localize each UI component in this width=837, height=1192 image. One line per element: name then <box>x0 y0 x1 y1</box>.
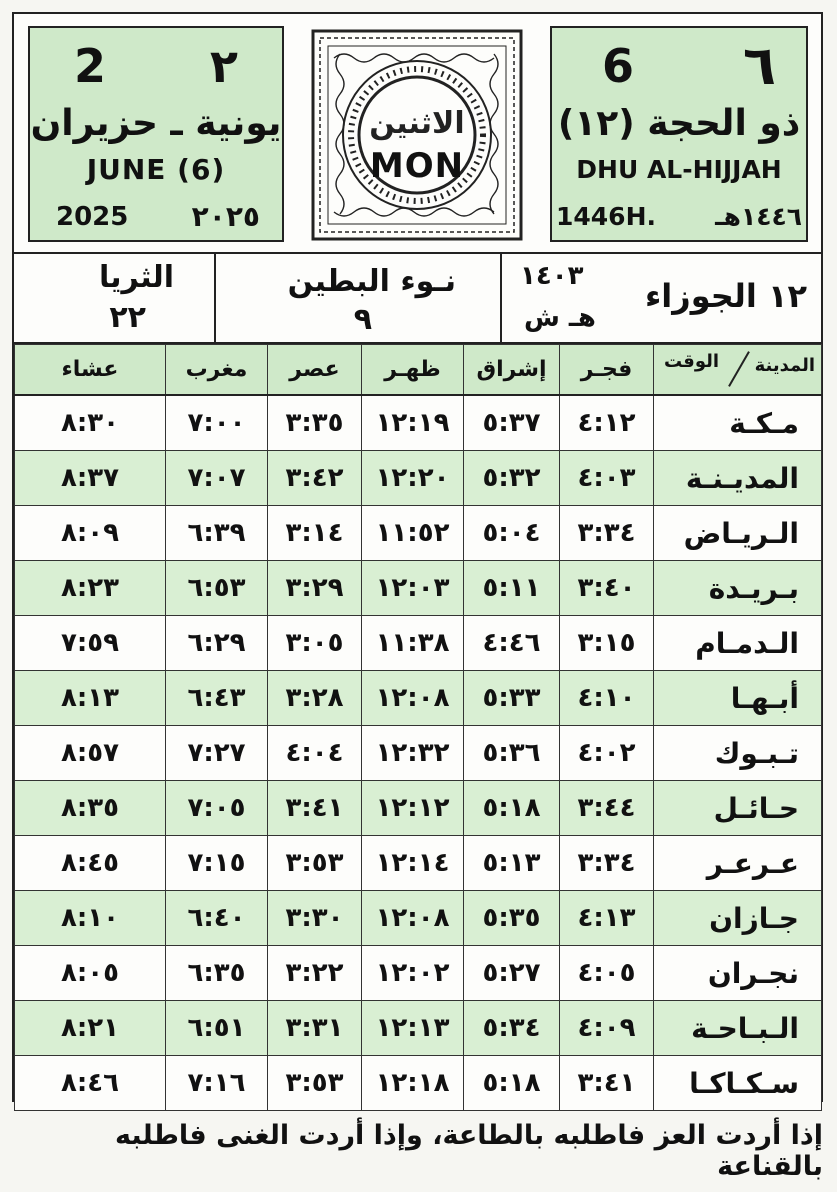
solar-year-suffix: هـ ش <box>524 303 596 333</box>
column-header-maghrib: مغرب <box>166 345 268 396</box>
table-row <box>15 395 822 451</box>
prayer-time-cell: ١٢:١٢ <box>362 781 464 836</box>
prayer-time-cell: ١١:٣٨ <box>362 616 464 671</box>
city-name: جـازان <box>654 891 822 946</box>
prayer-time-cell: ١٢:٢٠ <box>362 451 464 506</box>
table-header-row <box>15 345 822 396</box>
prayer-time-cell: ٨:٠٩ <box>15 506 166 561</box>
prayer-time-cell: ١٢:١٩ <box>362 395 464 451</box>
prayer-time-cell: ٣:٢٢ <box>268 946 362 1001</box>
prayer-time-cell: ٦:٤٣ <box>166 671 268 726</box>
prayer-time-cell: ٤:٤٦ <box>464 616 560 671</box>
column-header-fajr: فجـر <box>560 345 654 396</box>
prayer-time-cell: ٤:٠٣ <box>560 451 654 506</box>
prayer-time-cell: ٨:٢٣ <box>15 561 166 616</box>
prayer-time-cell: ٦:٣٥ <box>166 946 268 1001</box>
prayer-time-cell: ٣:٣٠ <box>268 891 362 946</box>
prayer-times-table <box>14 344 822 1111</box>
hijri-year-arabic: ١٤٤٦هـ <box>715 202 802 231</box>
prayer-time-cell: ١٢:١٤ <box>362 836 464 891</box>
prayer-time-cell: ٥:١٨ <box>464 781 560 836</box>
prayer-time-cell: ٦:٤٠ <box>166 891 268 946</box>
prayer-time-cell: ٧:١٥ <box>166 836 268 891</box>
column-header-dhuhr: ظهـر <box>362 345 464 396</box>
city-name: سـكـاكـا <box>654 1056 822 1111</box>
table-row <box>15 946 822 1001</box>
star-cell <box>14 254 216 342</box>
city-name: المديـنـة <box>654 451 822 506</box>
prayer-time-cell: ٣:٢٩ <box>268 561 362 616</box>
gregorian-year-latin: 2025 <box>56 202 129 232</box>
hijri-day-latin: 6 <box>602 39 635 93</box>
prayer-time-cell: ٤:٠٥ <box>560 946 654 1001</box>
prayer-time-cell: ٨:٢١ <box>15 1001 166 1056</box>
weekday-arabic: الاثنين <box>369 106 465 141</box>
prayer-time-cell: ٣:٤٢ <box>268 451 362 506</box>
table-row <box>15 506 822 561</box>
prayer-time-cell: ١٢:٠٣ <box>362 561 464 616</box>
prayer-time-cell: ٤:٠٤ <box>268 726 362 781</box>
prayer-time-cell: ٤:١٢ <box>560 395 654 451</box>
time-column-header: الوقت <box>664 351 720 372</box>
prayer-time-cell: ٣:٠٥ <box>268 616 362 671</box>
prayer-time-cell: ٧:٢٧ <box>166 726 268 781</box>
prayer-time-cell: ٥:٣٥ <box>464 891 560 946</box>
prayer-time-cell: ٣:١٥ <box>560 616 654 671</box>
table-row <box>15 451 822 506</box>
column-header-asr: عصر <box>268 345 362 396</box>
prayer-time-cell: ٧:٥٩ <box>15 616 166 671</box>
season-info-row <box>14 252 821 344</box>
gregorian-year-arabic: ٢٠٢٥ <box>191 200 260 233</box>
prayer-time-cell: ٤:٠٢ <box>560 726 654 781</box>
prayer-time-cell: ٤:١٠ <box>560 671 654 726</box>
season-name: نـوء البطين <box>287 264 456 299</box>
prayer-time-cell: ٧:١٦ <box>166 1056 268 1111</box>
prayer-time-cell: ٣:٤٤ <box>560 781 654 836</box>
prayer-time-cell: ٧:٠٥ <box>166 781 268 836</box>
table-row <box>15 671 822 726</box>
table-row <box>15 1056 822 1111</box>
solar-date: ١٢ الجوزاء <box>644 277 807 315</box>
prayer-time-cell: ٨:٠٥ <box>15 946 166 1001</box>
prayer-time-cell: ٧:٠٠ <box>166 395 268 451</box>
prayer-time-cell: ٣:٥٣ <box>268 836 362 891</box>
prayer-time-cell: ١٢:١٣ <box>362 1001 464 1056</box>
prayer-time-cell: ٨:٣٧ <box>15 451 166 506</box>
prayer-time-cell: ٨:٤٦ <box>15 1056 166 1111</box>
prayer-time-cell: ٣:٤١ <box>268 781 362 836</box>
prayer-time-cell: ٣:١٤ <box>268 506 362 561</box>
prayer-time-cell: ١١:٥٢ <box>362 506 464 561</box>
city-name: حـائـل <box>654 781 822 836</box>
hijri-date-box <box>550 26 808 242</box>
prayer-time-cell: ٥:٣٧ <box>464 395 560 451</box>
city-name: الـبـاحـة <box>654 1001 822 1056</box>
city-name: بـريـدة <box>654 561 822 616</box>
city-name: مـكـة <box>654 395 822 451</box>
weekday-seal <box>310 28 524 242</box>
prayer-time-cell: ٧:٠٧ <box>166 451 268 506</box>
prayer-time-cell: ٤:٠٩ <box>560 1001 654 1056</box>
prayer-time-cell: ٣:٣٤ <box>560 836 654 891</box>
prayer-time-cell: ٥:١٣ <box>464 836 560 891</box>
prayer-time-cell: ٣:٣٥ <box>268 395 362 451</box>
solar-date-cell <box>502 254 821 342</box>
prayer-time-cell: ٥:٠٤ <box>464 506 560 561</box>
prayer-time-cell: ٥:٣٢ <box>464 451 560 506</box>
hijri-day-row <box>552 34 806 97</box>
table-row <box>15 726 822 781</box>
date-header <box>14 14 821 254</box>
prayer-time-cell: ٥:٣٤ <box>464 1001 560 1056</box>
prayer-times-body <box>15 395 822 1111</box>
gregorian-day-latin: 2 <box>74 39 107 93</box>
weekday-english: MON <box>369 146 465 186</box>
prayer-time-cell: ٤:١٣ <box>560 891 654 946</box>
prayer-time-cell: ١٢:٠٨ <box>362 891 464 946</box>
column-header-isha: عشاء <box>15 345 166 396</box>
prayer-time-cell: ٨:١٣ <box>15 671 166 726</box>
prayer-time-cell: ٨:٣٥ <box>15 781 166 836</box>
hijri-day-arabic: ٦ <box>743 34 776 97</box>
table-row <box>15 561 822 616</box>
table-row <box>15 891 822 946</box>
solar-year: ١٤٠٣ <box>520 261 584 291</box>
prayer-time-cell: ٨:٤٥ <box>15 836 166 891</box>
city-name: أبـهـا <box>654 671 822 726</box>
city-column-header: المدينة <box>754 355 815 376</box>
table-row <box>15 836 822 891</box>
hijri-year-latin: 1446H. <box>556 202 656 231</box>
prayer-time-cell: ٥:٣٣ <box>464 671 560 726</box>
season-day: ٩ <box>353 302 372 337</box>
gregorian-day-row <box>30 38 282 94</box>
prayer-time-cell: ٣:٤١ <box>560 1056 654 1111</box>
city-name: الـريـاض <box>654 506 822 561</box>
prayer-time-cell: ٥:١١ <box>464 561 560 616</box>
gregorian-date-box <box>28 26 284 242</box>
prayer-time-cell: ٥:٢٧ <box>464 946 560 1001</box>
footer-proverb: إذا أردت العز فاطلبه بالطاعة، وإذا أردت الغنى فاطلبه بالقناعة <box>115 1120 823 1182</box>
prayer-time-cell: ١٢:٣٢ <box>362 726 464 781</box>
table-row <box>15 1001 822 1056</box>
prayer-time-cell: ١٢:٠٨ <box>362 671 464 726</box>
prayer-time-cell: ٦:٥١ <box>166 1001 268 1056</box>
prayer-time-cell: ٣:٢٨ <box>268 671 362 726</box>
hijri-month-english: DHU AL-HIJJAH <box>576 155 782 184</box>
city-time-header <box>654 345 822 396</box>
gregorian-month-english: JUNE (6) <box>86 153 226 186</box>
prayer-time-cell: ٣:٤٠ <box>560 561 654 616</box>
table-row <box>15 616 822 671</box>
table-row <box>15 781 822 836</box>
prayer-time-cell: ٨:٣٠ <box>15 395 166 451</box>
header-divider <box>728 351 750 387</box>
star-name: الثريا <box>99 260 174 295</box>
city-name: عـرعـر <box>654 836 822 891</box>
prayer-time-cell: ٦:٣٩ <box>166 506 268 561</box>
column-header-shuruq: إشراق <box>464 345 560 396</box>
prayer-time-cell: ٥:١٨ <box>464 1056 560 1111</box>
prayer-time-cell: ٦:٢٩ <box>166 616 268 671</box>
gregorian-day-arabic: ٢ <box>209 39 238 93</box>
prayer-time-cell: ٥:٣٦ <box>464 726 560 781</box>
prayer-time-cell: ٦:٥٣ <box>166 561 268 616</box>
prayer-time-cell: ٣:٣١ <box>268 1001 362 1056</box>
hijri-month-arabic: ذو الحجة (١٢) <box>557 103 801 144</box>
prayer-time-cell: ١٢:٠٢ <box>362 946 464 1001</box>
city-name: تـبـوك <box>654 726 822 781</box>
season-cell <box>216 254 502 342</box>
star-day: ٢٢ <box>109 300 146 335</box>
gregorian-year-row <box>30 200 282 234</box>
city-name: نجـران <box>654 946 822 1001</box>
calendar-sheet <box>12 12 823 1102</box>
prayer-time-cell: ١٢:١٨ <box>362 1056 464 1111</box>
prayer-time-cell: ٨:٥٧ <box>15 726 166 781</box>
gregorian-month-arabic: يونية ـ حزيران <box>30 103 282 144</box>
prayer-time-cell: ٣:٣٤ <box>560 506 654 561</box>
prayer-time-cell: ٨:١٠ <box>15 891 166 946</box>
city-name: الـدمـام <box>654 616 822 671</box>
prayer-time-cell: ٣:٥٣ <box>268 1056 362 1111</box>
hijri-year-row <box>552 200 806 234</box>
